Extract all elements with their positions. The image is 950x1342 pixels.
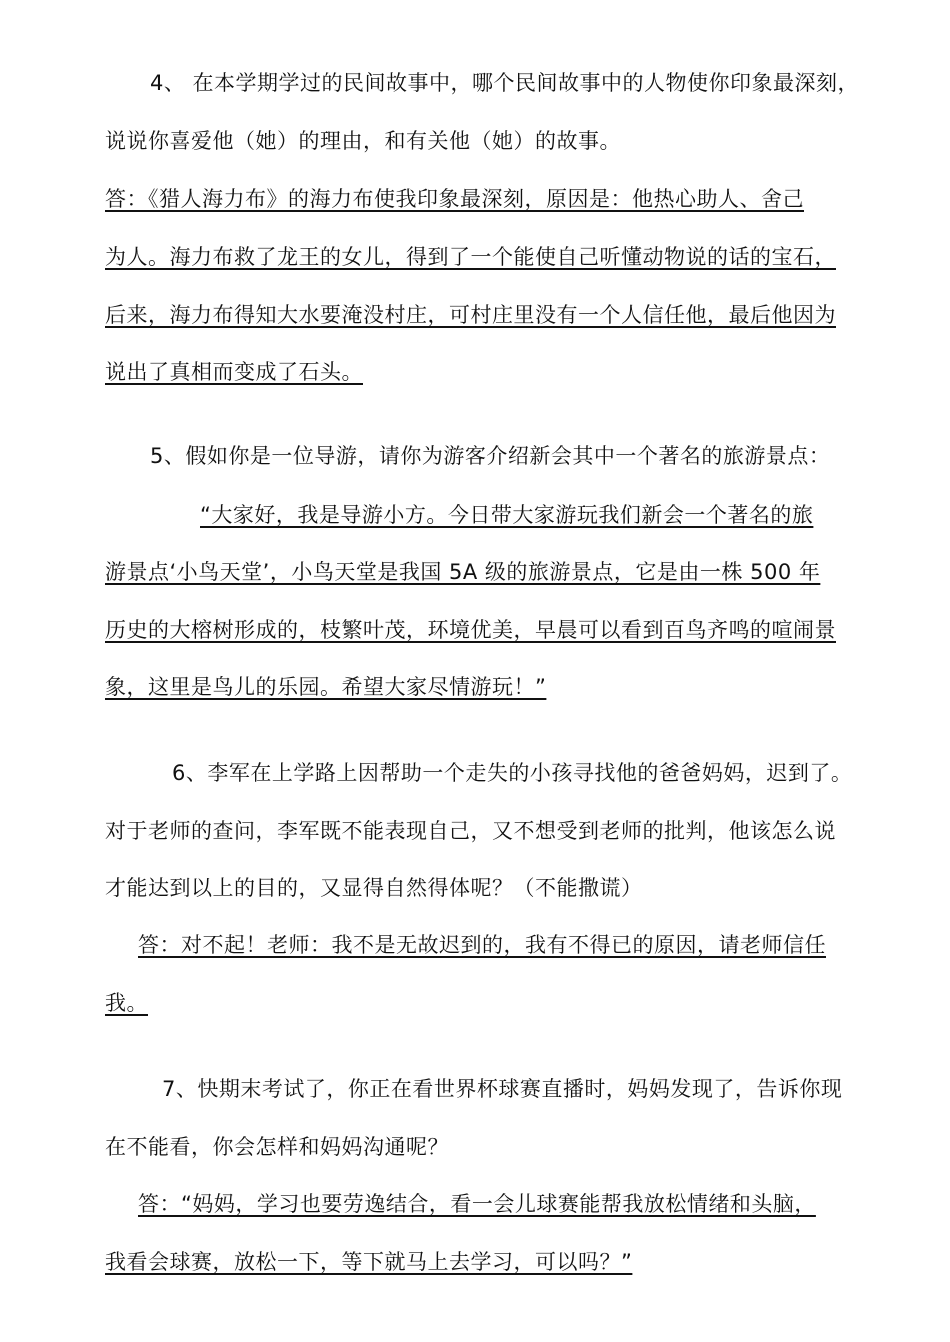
- answer-line: 我看会球赛，放松一下，等下就马上去学习，可以吗？”: [105, 1250, 633, 1274]
- question-line: 对于老师的查问，李军既不能表现自己，又不想受到老师的批判，他该怎么说: [105, 819, 836, 843]
- question-line: 4、 在本学期学过的民间故事中，哪个民间故事中的人物使你印象最深刻，: [150, 71, 860, 95]
- question-line: 7、快期末考试了，你正在看世界杯球赛直播时，妈妈发现了，告诉你现: [162, 1077, 843, 1101]
- answer-line: 后来，海力布得知大水要淹没村庄，可村庄里没有一个人信任他，最后他因为: [105, 303, 836, 327]
- answer-line: 答：对不起！老师：我不是无故迟到的，我有不得已的原因，请老师信任: [138, 933, 826, 957]
- answer-line: 历史的大榕树形成的，枝繁叶茂，环境优美，早晨可以看到百鸟齐鸣的喧闹景: [105, 618, 836, 642]
- question-line: 在不能看，你会怎样和妈妈沟通呢？: [105, 1135, 449, 1159]
- answer-line: 答：《猎人海力布》的海力布使我印象最深刻，原因是：他热心助人、舍己: [105, 187, 804, 211]
- question-line: 5、假如你是一位导游，请你为游客介绍新会其中一个著名的旅游景点：: [150, 444, 831, 468]
- question-line: 才能达到以上的目的，又显得自然得体呢？（不能撒谎）: [105, 876, 643, 900]
- question-line: 说说你喜爱他（她）的理由，和有关他（她）的故事。: [105, 129, 621, 153]
- answer-line: 游景点‘小鸟天堂’，小鸟天堂是我国 5A 级的旅游景点，它是由一株 500 年: [105, 560, 821, 584]
- answer-line: “大家好，我是导游小方。今日带大家游玩我们新会一个著名的旅: [200, 503, 814, 527]
- answer-line: 为人。海力布救了龙王的女儿，得到了一个能使自己听懂动物说的话的宝石，: [105, 245, 836, 269]
- answer-line: 说出了真相而变成了石头。: [105, 360, 363, 384]
- answer-line: 我。: [105, 991, 148, 1015]
- answer-line: 答：“妈妈，学习也要劳逸结合，看一会儿球赛能帮我放松情绪和头脑，: [138, 1192, 816, 1216]
- question-line: 6、李军在上学路上因帮助一个走失的小孩寻找他的爸爸妈妈，迟到了。: [172, 761, 853, 785]
- answer-line: 象，这里是鸟儿的乐园。希望大家尽情游玩！”: [105, 675, 547, 699]
